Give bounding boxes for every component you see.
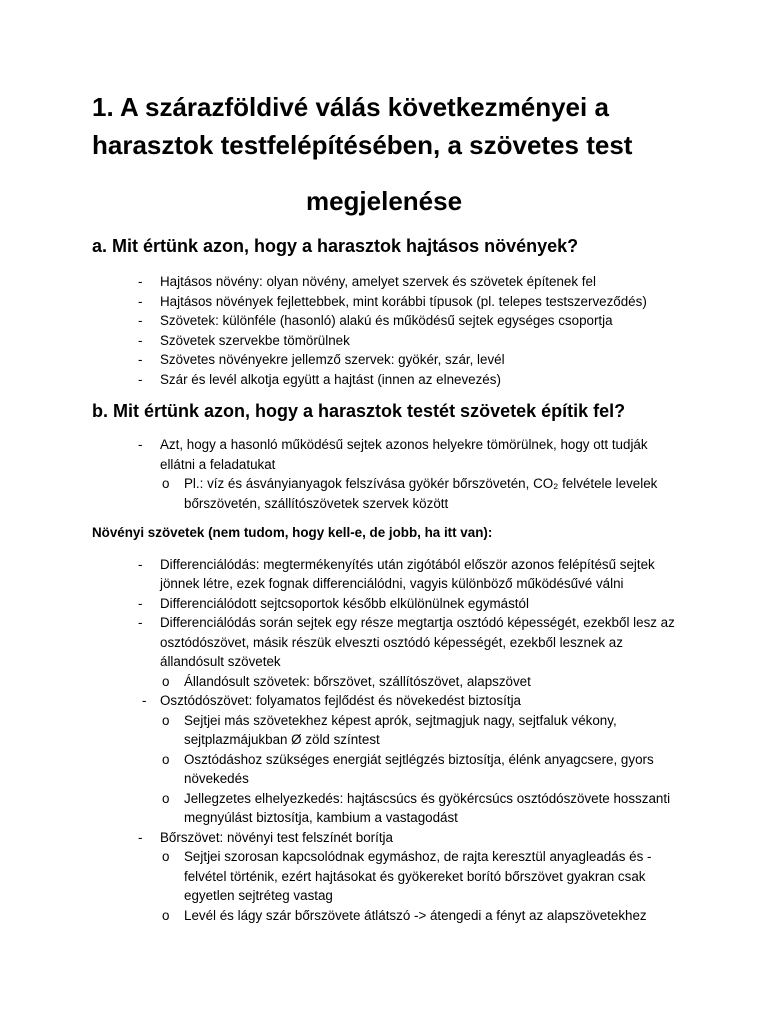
- list-item-text: Bőrszövet: növényi test felszínét borítja: [160, 829, 393, 845]
- sub-list-item: o Sejtjei más szövetekhez képest aprók, sejtmagjuk nagy, sejtfaluk vékony, sejtplazmájukban Ø zöld színtest: [160, 711, 676, 750]
- list-item: [92, 828, 676, 926]
- section-b-list: [92, 435, 676, 513]
- section-a-heading: a. Mit értünk azon, hogy a harasztok hajtásos növények?: [92, 236, 579, 256]
- sub-list-item: o Osztódáshoz szükséges energiát sejtlégzés biztosítja, élénk anyagcsere, gyors növekedés: [160, 750, 676, 789]
- list-item: - Differenciálódás: megtermékenyítés után zigótából először azonos felépítésű sejtek jönnek létre, ezek fognak differenciálódni, vagyis különböző működésűvé válni: [92, 555, 676, 594]
- tissues-list: [92, 555, 676, 926]
- document-title: [92, 88, 676, 220]
- list-item: - Szövetes növényekre jellemző szervek: gyökér, szár, levél: [92, 350, 676, 370]
- list-item: - Hajtásos növény: olyan növény, amelyet szervek és szövetek építenek fel: [92, 272, 676, 292]
- sub-list-item: o Jellegzetes elhelyezkedés: hajtáscsúcs és gyökércsúcs osztódószövete hosszanti megnyúlást biztosítja, kambium a vastagodást: [160, 789, 676, 828]
- section-b-heading: b. Mit értünk azon, hogy a harasztok testét szövetek építik fel?: [92, 401, 626, 421]
- list-item: - Szövetek szervekbe tömörülnek: [92, 331, 676, 351]
- sub-list: [160, 711, 676, 828]
- title-line-1: 1. A szárazföldivé válás következményei a: [92, 92, 609, 122]
- list-item: - Hajtásos növények fejlettebbek, mint korábbi típusok (pl. telepes testszerveződés): [92, 292, 676, 312]
- list-item: [92, 691, 676, 828]
- title-line-2: harasztok testfelépítésében, a szövetes test: [92, 130, 633, 160]
- list-item: - Szár és levél alkotja együtt a hajtást (innen az elnevezés): [92, 370, 676, 390]
- sub-list: [160, 847, 676, 925]
- list-item: - Szövetek: különféle (hasonló) alakú és működésű sejtek egységes csoportja: [92, 311, 676, 331]
- sub-list: [160, 672, 676, 692]
- list-item: [92, 435, 676, 513]
- sub-list-item: o Levél és lágy szár bőrszövete átlátszó -> átengedi a fényt az alapszövetekhez: [160, 906, 676, 926]
- sub-list: [160, 474, 676, 513]
- list-item: [92, 613, 676, 691]
- list-item-text: Osztódószövet: folyamatos fejlődést és növekedést biztosítja: [160, 693, 521, 708]
- title-line-3: megjelenése: [305, 186, 463, 216]
- section-a-list: [92, 272, 676, 389]
- sub-list-item: o Sejtjei szorosan kapcsolódnak egymáshoz, de rajta keresztül anyagleadás és -felvétel történik, ezért hajtásokat és gyökereket borító bőrszövet gyakran csak egyetlen sejtréteg vastag: [160, 847, 676, 906]
- sub-list-item: o Pl.: víz és ásványianyagok felszívása gyökér bőrszövetén, CO₂ felvétele levelek bőrszövetén, szállítószövetek szervek között: [160, 474, 676, 513]
- sub-list-item: o Állandósult szövetek: bőrszövet, szállítószövet, alapszövet: [160, 672, 676, 692]
- tissues-heading: Növényi szövetek (nem tudom, hogy kell-e, de jobb, ha itt van):: [92, 525, 493, 540]
- list-item: - Differenciálódott sejtcsoportok később elkülönülnek egymástól: [92, 594, 676, 614]
- list-item-text: Azt, hogy a hasonló működésű sejtek azonos helyekre tömörülnek, hogy ott tudják ellátni a feladatukat: [160, 437, 648, 472]
- list-item-text: Differenciálódás során sejtek egy része megtartja osztódó képességét, ezekből lesz az osztódószövet, másik részük elveszti osztódó képességét, ezekből lesznek az állandósult szövetek: [160, 615, 675, 669]
